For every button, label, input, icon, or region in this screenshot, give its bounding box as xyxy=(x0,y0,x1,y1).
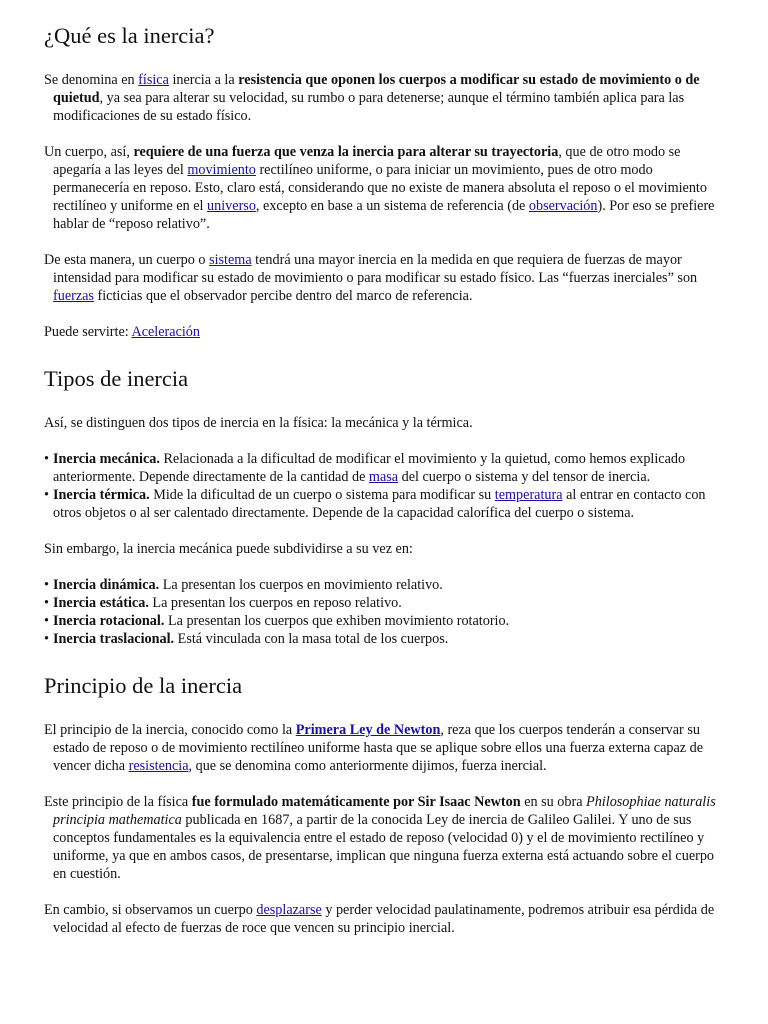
link-fisica[interactable]: física xyxy=(138,72,169,88)
paragraph xyxy=(44,901,728,937)
link-sistema[interactable]: sistema xyxy=(209,252,252,268)
text: del cuerpo o sistema y del tensor de inercia. xyxy=(398,469,651,485)
text: publicada en 1687, a partir de la conocida Ley de inercia de Galileo Galilei. Y uno de sus conceptos fundamentales es la equivalencia entre el estado de reposo (velocidad 0) y el de movimiento rectilíneo y uniforme, ya que en ambos casos, de presentarse, implican que ninguna fuerza externa está actuando sobre el cuerpo en cuestión. xyxy=(53,812,715,882)
link-universo[interactable]: universo xyxy=(207,198,256,214)
text: , ya sea para alterar su velocidad, su rumbo o para detenerse; aunque el término también aplica para las modificaciones de su estado físico. xyxy=(53,90,685,124)
bullet-icon: • xyxy=(44,613,49,629)
text: , reza que los cuerpos tenderán a conservar su estado de reposo o de movimiento rectilíneo uniforme hasta que se aplique sobre ellos una fuerza externa capaz de vencer dicha xyxy=(53,722,704,774)
text: Un cuerpo, así, xyxy=(44,144,134,160)
text: tendrá una mayor inercia en la medida en que requiera de fuerzas de mayor intensidad para modificar su estado de movimiento o para modificar su estado físico. Las “fuerzas inerciales” son xyxy=(53,252,698,286)
text: , excepto en base a un sistema de referencia (de xyxy=(255,198,529,214)
text: ficticias que el observador percibe dentro del marco de referencia. xyxy=(93,288,473,304)
list-item xyxy=(44,630,728,648)
bold-text: Inercia térmica. xyxy=(53,487,150,503)
paragraph xyxy=(44,251,728,305)
text: en su obra xyxy=(520,794,587,810)
bold-text: Inercia traslacional. xyxy=(53,631,175,647)
list-tipos xyxy=(44,450,728,522)
bold-text: Inercia estática. xyxy=(53,595,149,611)
text: ). Por eso se prefiere hablar de “reposo relativo”. xyxy=(53,198,715,232)
text: , que se denomina como anteriormente dijimos, fuerza inercial. xyxy=(188,758,547,774)
bullet-icon: • xyxy=(44,595,49,611)
text: rectilíneo uniforme, o para iniciar un movimiento, pues de otro modo permanecería en reposo. Esto, claro está, considerando que no existe de manera absoluta el reposo o el movimiento rectilíneo y uniforme en el xyxy=(53,162,707,214)
text: El principio de la inercia, conocido como la xyxy=(44,722,296,738)
text: La presentan los cuerpos en movimiento relativo. xyxy=(159,577,443,593)
text: , que de otro modo se apegaría a las leyes del xyxy=(53,144,681,178)
bullet-icon: • xyxy=(44,487,49,503)
paragraph xyxy=(44,323,728,341)
list-subtipos xyxy=(44,576,728,648)
link-movimiento[interactable]: movimiento xyxy=(187,162,256,178)
list-item xyxy=(44,594,728,612)
paragraph xyxy=(44,143,728,233)
heading-que-es-la-inercia: ¿Qué es la inercia? xyxy=(44,23,215,48)
bullet-icon: • xyxy=(44,451,49,467)
bold-text: fue formulado matemáticamente por Sir Isaac Newton xyxy=(191,794,521,810)
text: Puede servirte: xyxy=(44,324,132,340)
bold-text: Inercia dinámica. xyxy=(53,577,160,593)
text: Relacionada a la dificultad de modificar el movimiento y la quietud, como hemos explicado anteriormente. Depende directamente de la cantidad de xyxy=(53,451,686,485)
link-resistencia[interactable]: resistencia xyxy=(128,758,189,774)
link-temperatura[interactable]: temperatura xyxy=(494,487,563,503)
text: y perder velocidad paulatinamente, podremos atribuir esa pérdida de velocidad al efecto de fuerzas de roce que vencen su principio inercial. xyxy=(53,902,715,936)
text: inercia a la xyxy=(168,72,239,88)
bullet-icon: • xyxy=(44,631,49,647)
link-fuerzas[interactable]: fuerzas xyxy=(53,288,94,304)
link-observacion[interactable]: observación xyxy=(528,198,598,214)
text: al entrar en contacto con otros objetos o al ser calentado directamente. Depende de la capacidad calorífica del cuerpo o sistema. xyxy=(53,487,706,521)
link-primera-ley-de-newton[interactable]: Primera Ley de Newton xyxy=(295,722,441,738)
text: La presentan los cuerpos que exhiben movimiento rotatorio. xyxy=(164,613,510,629)
list-item xyxy=(44,576,728,594)
list-item xyxy=(44,612,728,630)
text: Este principio de la física xyxy=(44,794,192,810)
paragraph xyxy=(44,793,728,883)
text: La presentan los cuerpos en reposo relativo. xyxy=(148,595,402,611)
list-item xyxy=(44,486,728,522)
bold-text: requiere de una fuerza que venza la inercia para alterar su trayectoria xyxy=(133,144,559,160)
link-masa[interactable]: masa xyxy=(368,469,399,485)
text: Mide la dificultad de un cuerpo o sistema para modificar su xyxy=(149,487,495,503)
bold-text: Inercia rotacional. xyxy=(53,613,165,629)
italic-text: Philosophiae naturalis principia mathematica xyxy=(53,794,716,828)
text: De esta manera, un cuerpo o xyxy=(44,252,210,268)
bold-text: resistencia que oponen los cuerpos a modificar su estado de movimiento o de quietud xyxy=(53,72,700,106)
paragraph xyxy=(44,721,728,775)
bullet-icon: • xyxy=(44,577,49,593)
link-aceleracion[interactable]: Aceleración xyxy=(131,324,200,340)
list-item xyxy=(44,450,728,486)
heading-tipos-de-inercia: Tipos de inercia xyxy=(44,366,189,391)
heading-principio-de-la-inercia: Principio de la inercia xyxy=(44,673,243,698)
text: Está vinculada con la masa total de los cuerpos. xyxy=(174,631,449,647)
paragraph xyxy=(44,71,728,125)
paragraph: Así, se distinguen dos tipos de inercia en la física: la mecánica y la térmica. xyxy=(44,415,473,431)
bold-text: Inercia mecánica. xyxy=(53,451,160,467)
paragraph: Sin embargo, la inercia mecánica puede subdividirse a su vez en: xyxy=(44,541,413,557)
text: En cambio, si observamos un cuerpo xyxy=(44,902,257,918)
link-desplazarse[interactable]: desplazarse xyxy=(256,902,322,918)
text: Se denomina en xyxy=(44,72,139,88)
